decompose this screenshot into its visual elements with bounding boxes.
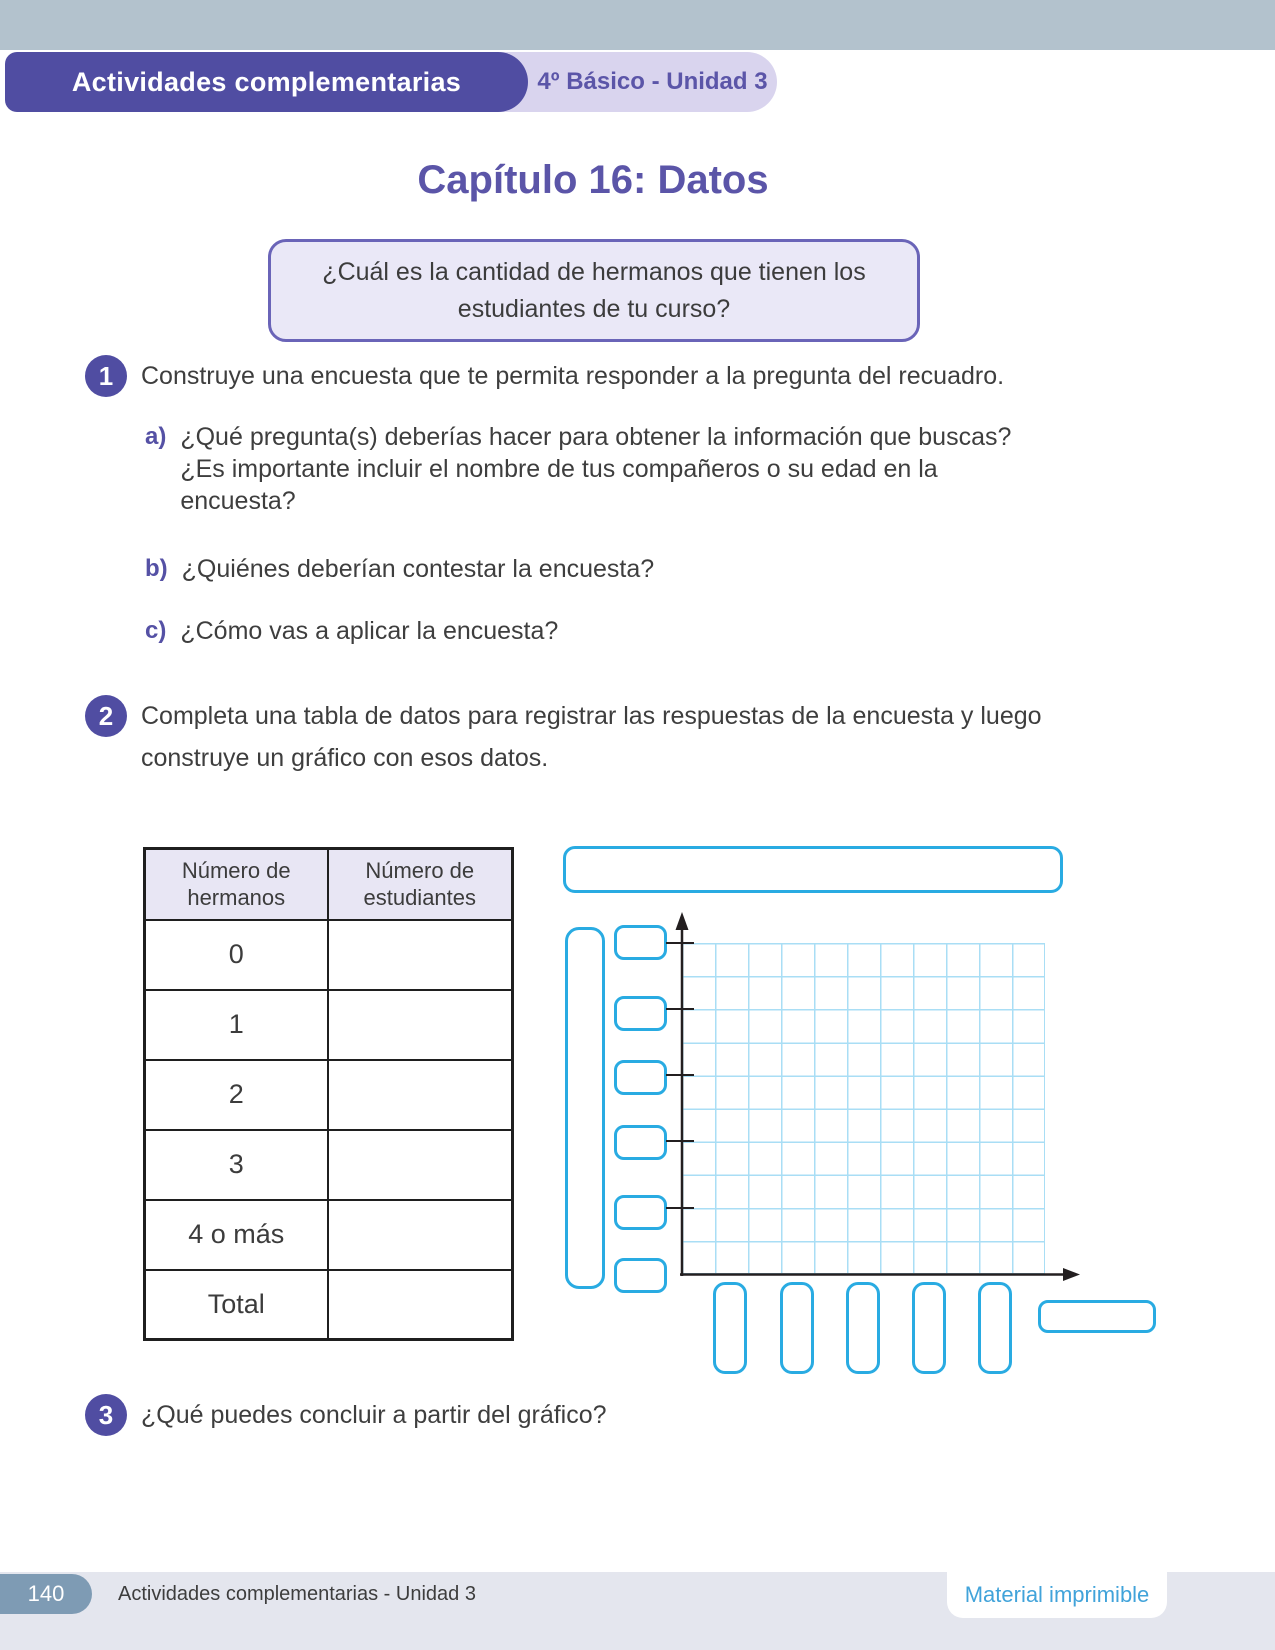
answer-cell [328,1200,513,1270]
answer-cell [328,1060,513,1130]
activity-3-number-circle [85,1394,127,1436]
activity-2-line: construye un gráfico con esos datos. [141,744,549,772]
table-row [145,1060,513,1130]
x-category-answer-box [780,1282,814,1374]
header-line: estudiantes [363,885,477,911]
page-number: 140 [27,1581,65,1606]
x-category-answer-box [713,1282,747,1374]
section-badge [5,52,528,112]
frequency-table [143,847,514,1341]
page-title: Capítulo 16: Datos [417,158,769,202]
activity-1a-line: ¿Es importante incluir el nombre de tus compañeros o su edad en la [180,455,938,483]
unit-badge-label: 4º Básico - Unidad 3 [537,68,768,95]
y-axis-label-answer-box [565,927,605,1289]
activity-1c [145,615,558,647]
activity-3-text: ¿Qué puedes concluir a partir del gráfico? [141,1401,607,1429]
activity-2-number-circle [85,695,127,737]
activity-1c-label: c) [145,617,167,644]
page-number-pill [0,1574,92,1614]
question-line: estudiantes de tu curso? [457,294,731,323]
question-box [268,239,920,342]
header-line: Número de [181,858,291,884]
x-axis-label-answer-box [1038,1300,1156,1333]
x-category-answer-box [978,1282,1012,1374]
row-label-cell: 2 [145,1060,328,1130]
footer-text: Actividades complementarias - Unidad 3 [118,1582,476,1605]
activity-1a [145,421,1011,517]
answer-cell [328,1270,513,1340]
x-category-answer-box [846,1282,880,1374]
section-badge-label: Actividades complementarias [71,66,462,97]
activity-1a-label: a) [145,423,167,450]
table-row [145,1200,513,1270]
activity-1a-line: ¿Qué pregunta(s) deberías hacer para obtener la información que buscas? [180,423,1012,451]
x-category-answer-box [912,1282,946,1374]
activity-2 [85,695,1042,779]
printable-badge [947,1572,1167,1618]
header-line: hermanos [187,885,286,911]
table-header-estudiantes [328,849,513,920]
unit-badge [528,52,777,112]
header-line: Número de [365,858,475,884]
row-label-cell: 4 o más [145,1200,328,1270]
answer-cell [328,990,513,1060]
table-header-hermanos [145,849,328,920]
printable-badge-label: Material imprimible [964,1582,1150,1607]
answer-cell [328,1130,513,1200]
activity-1 [85,355,1004,397]
activity-1b-line: ¿Quiénes deberían contestar la encuesta? [181,555,655,583]
activity-3 [85,1394,607,1436]
table-row [145,1130,513,1200]
activity-2-line: Completa una tabla de datos para registrar las respuestas de la encuesta y luego [141,702,1042,730]
activity-1a-line: encuesta? [180,487,296,515]
activity-1c-line: ¿Cómo vas a aplicar la encuesta? [180,617,559,645]
row-label-cell: 0 [145,920,328,990]
activity-1b [145,553,654,585]
row-label-cell: 1 [145,990,328,1060]
chart-axes [655,905,1095,1300]
activity-1-text: Construye una encuesta que te permita responder a la pregunta del recuadro. [141,362,1005,390]
chart-title-answer-box [563,846,1063,893]
activity-1-number-circle [85,355,127,397]
row-label-cell: 3 [145,1130,328,1200]
table-row [145,1270,513,1340]
table-row [145,990,513,1060]
top-color-bar [0,0,1275,50]
activity-3-number: 3 [98,1399,114,1430]
activity-1-number: 1 [98,360,114,391]
table-header-row [145,849,513,920]
activity-2-number: 2 [98,700,114,731]
activity-1b-label: b) [145,555,168,582]
row-label-cell: Total [145,1270,328,1340]
question-line: ¿Cuál es la cantidad de hermanos que tienen los [322,257,866,286]
answer-cell [328,920,513,990]
table-row [145,920,513,990]
